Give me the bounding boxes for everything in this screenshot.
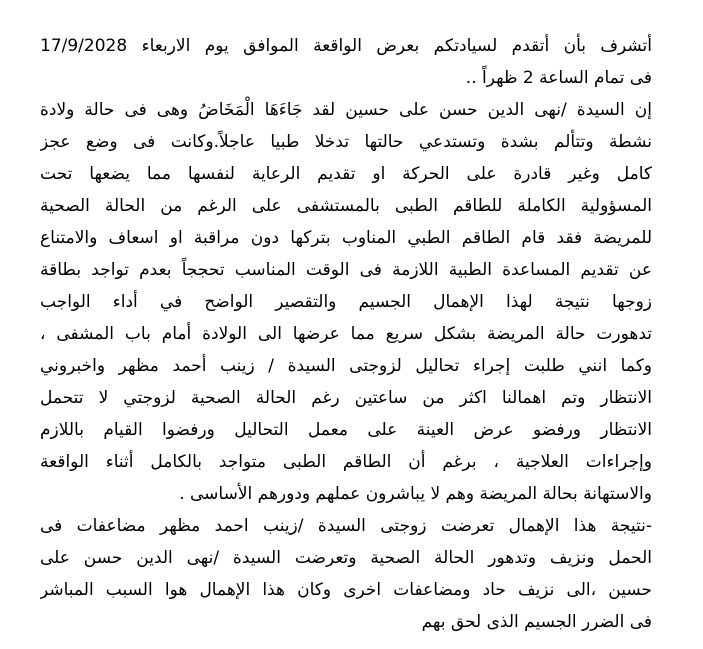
text-line: زوجها نتيجة لهذا الإهمال الجسيم والتقصير الواضح في أداء الواجب [40,292,652,312]
text-line: عن تقديم المساعدة الطبية اللازمة فى الوقت المناسب تحججاً بعدم تواجد بطاقة [40,260,652,280]
text-line: الحمل ونزيف وتدهور الحالة الصحية وتعرضت السيدة /نهى الدين حسن على [40,548,652,568]
text-line: كامل وغير قادرة على الحركة او تقديم الرعاية لنفسها مما يضعها تحت [40,164,652,184]
text-line: -نتيجة هذا الإهمال تعرضت زوجتى السيدة /زينب احمد مظهر مضاعفات فى [40,516,652,536]
text-line: فى الضرر الجسيم الذى لحق بهم [421,612,652,632]
text-line: إن السيدة /نهى الدين حسن على حسين لقد جَاءَهَا الْمَخَاضُ وهى فى حالة ولادة [40,100,652,120]
text-line: وإجراءات العلاجية ، برغم أن الطاقم الطبى متواجد بالكامل أثناء الواقعة [40,452,652,472]
text-line: تدهورت حالة المريضة بشكل سريع مما عرضها الى الولادة أمام باب المشفى ، [40,324,652,344]
text-line: الانتظار ورفضو عرض العينة على معمل التحاليل ورفضوا القيام باللازم [40,420,652,440]
text-line: فى تمام الساعة 2 ظهراً .. [465,68,652,88]
text-line: أتشرف بأن أتقدم لسيادتكم بعرض الواقعة الموافق يوم الاربعاء 17/9/2028 [40,36,652,56]
text-line: الانتظار وتم اهمالنا اكثر من ساعتين رغم الحالة الصحية لزوجتي لا تتحمل [40,388,652,408]
text-line: للمريضة فقد قام الطاقم الطبي المناوب بتركها دون مراقبة او اسعاف والامتناع [40,228,652,248]
document-body [40,30,652,638]
text-line: حسين ،الى نزيف حاد ومضاعفات اخرى وكان هذا الإهمال هوا السبب المباشر [40,580,652,600]
text-line: والاستهانة بحالة المريضة وهم لا يباشرون عملهم ودورهم الأساسى . [179,484,652,504]
text-line: المسؤولية الكاملة للطاقم الطبى بالمستشفى على الرغم من الحالة الصحية [40,196,652,216]
text-line: نشطة وتتألم بشدة وتستدعي حالتها تدخلا طبيا عاجلاً.وكانت فى وضع عجز [40,132,652,152]
text-line: وكما انني طلبت إجراء تحاليل لزوجتى السيدة / زينب أحمد مظهر واخبروني [40,356,652,376]
